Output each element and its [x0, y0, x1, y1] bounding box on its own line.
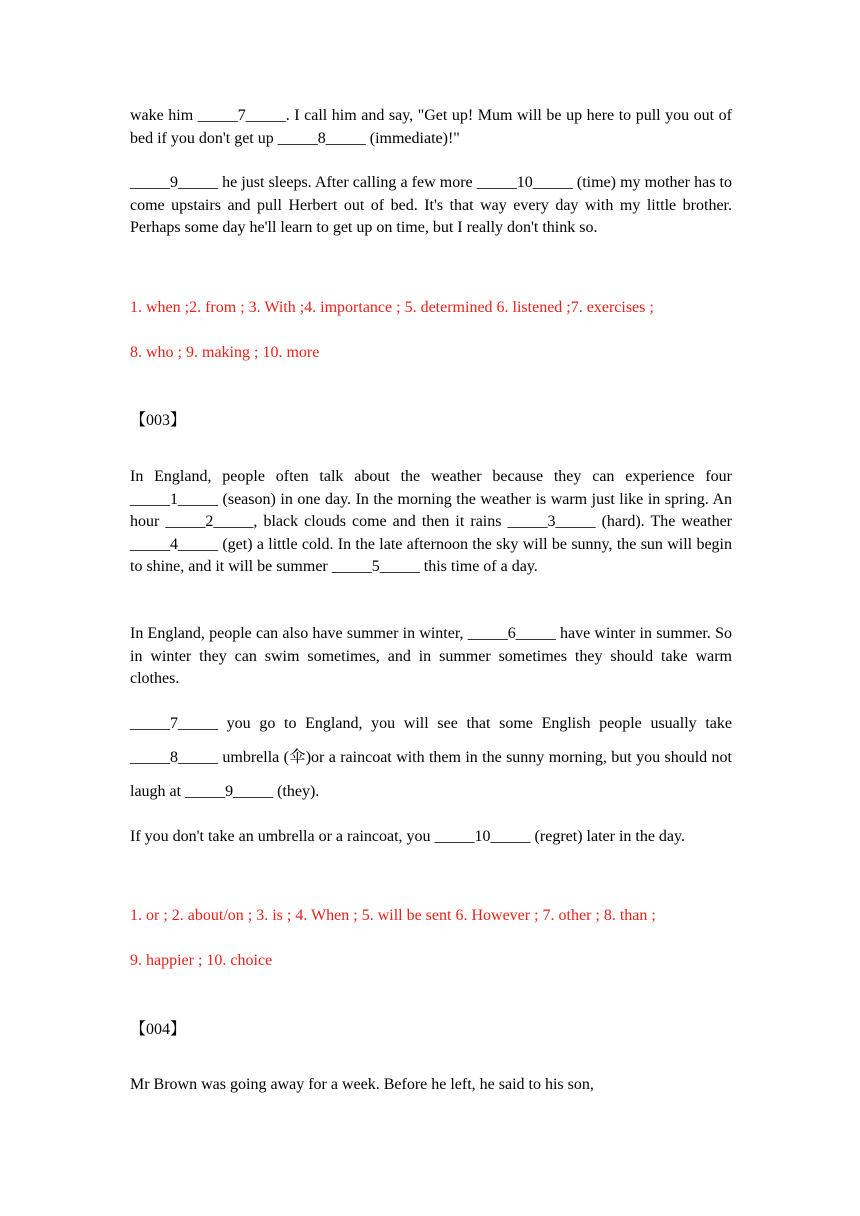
- passage-paragraph: If you don't take an umbrella or a raincoat, you _____10_____ (regret) later in the day.: [130, 828, 685, 845]
- passage-paragraph: In England, people can also have summer in winter, _____6_____ have winter in summer. So in winter they can swim sometimes, and in summer sometimes they should take warm clothes.: [130, 625, 732, 687]
- passage-paragraph: Mr Brown was going away for a week. Before he left, he said to his son,: [130, 1076, 594, 1093]
- section-heading: 【003】: [130, 412, 187, 429]
- passage-paragraph: wake him _____7_____. I call him and say, "Get up! Mum will be up here to pull you out of bed if you don't get up _____8_____ (immediate)!": [130, 107, 732, 147]
- answer-key-line: 9. happier ; 10. choice: [130, 952, 273, 969]
- answer-key-line: 1. when ;2. from ; 3. With ;4. importance ; 5. determined 6. listened ;7. exercises ;: [130, 299, 654, 316]
- section-heading: 【004】: [130, 1021, 187, 1038]
- passage-paragraph: In England, people often talk about the weather because they can experience four _____1_____ (season) in one day. In the morning the weather is warm just like in spring. An hour _____2_____, black clouds come and then it rains _____3_____ (hard). The weather _____4_____ (get) a little cold. In the late afternoon the sky will be sunny, the sun will begin to shine, and it will be summer _____5_____ this time of a day.: [130, 468, 732, 575]
- answer-key-line: 8. who ; 9. making ; 10. more: [130, 344, 320, 361]
- answer-key-line: 1. or ; 2. about/on ; 3. is ; 4. When ; 5. will be sent 6. However ; 7. other ; 8. than ;: [130, 907, 656, 924]
- passage-paragraph: _____9_____ he just sleeps. After calling a few more _____10_____ (time) my mother has to come upstairs and pull Herbert out of bed. It's that way every day with my little brother. Perhaps some day he'll learn to get up on time, but I really don't think so.: [130, 174, 732, 236]
- passage-paragraph: _____7_____ you go to England, you will see that some English people usually take _____8_____ umbrella (伞)or a raincoat with them in the sunny morning, but you should not laugh at _____9_____ (they).: [130, 715, 732, 800]
